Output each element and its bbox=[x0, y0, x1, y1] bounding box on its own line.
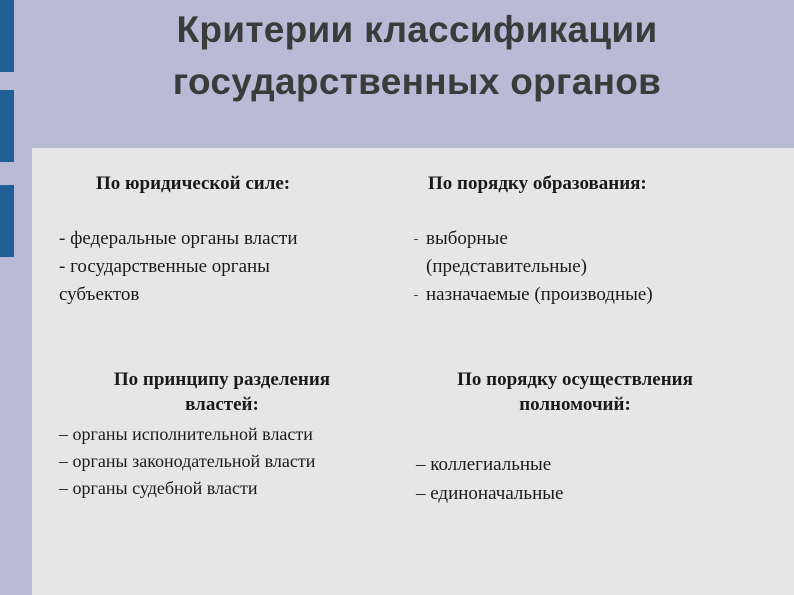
powers-order-heading-line-2: полномочий: bbox=[519, 394, 631, 415]
separation-principle-heading bbox=[62, 367, 382, 417]
legal-force-item-federal: - федеральные органы власти bbox=[59, 228, 298, 249]
formation-order-item-representative: (представительные) bbox=[426, 256, 587, 277]
accent-bar-2 bbox=[0, 90, 14, 162]
bullet-dot-icon bbox=[414, 295, 418, 296]
legal-force-item-state: - государственные органы bbox=[59, 256, 270, 277]
legal-force-heading: По юридической силе: bbox=[96, 173, 291, 194]
bullet-dot-icon bbox=[414, 239, 418, 240]
powers-item-collegial: – коллегиальные bbox=[416, 454, 552, 475]
separation-item-executive: – органы исполнительной власти bbox=[59, 424, 313, 444]
formation-order-item-appointed-label: назначаемые (производные) bbox=[426, 284, 653, 305]
slide-title-line-1: Критерии классификации bbox=[176, 9, 658, 50]
slide-title-line-2: государственных органов bbox=[172, 61, 662, 102]
powers-order-heading-line-1: По порядку осуществления bbox=[457, 369, 693, 390]
formation-order-item-appointed bbox=[414, 281, 653, 309]
separation-principle-heading-line-1: По принципу разделения bbox=[113, 369, 331, 390]
separation-item-judicial: – органы судебной власти bbox=[59, 478, 258, 498]
slide-title bbox=[40, 4, 794, 108]
legal-force-item-subjects: субъектов bbox=[59, 284, 140, 305]
powers-order-heading bbox=[410, 367, 740, 417]
separation-principle-heading-line-2: властей: bbox=[185, 394, 259, 415]
formation-order-item-elected bbox=[414, 225, 508, 253]
separation-item-legislative: – органы законодательной власти bbox=[59, 451, 316, 471]
accent-bar-3 bbox=[0, 185, 14, 257]
formation-order-heading: По порядку образования: bbox=[428, 173, 647, 194]
formation-order-item-elected-label: выборные bbox=[426, 228, 508, 249]
accent-bar-1 bbox=[0, 0, 14, 72]
powers-item-sole: – единоначальные bbox=[416, 483, 564, 504]
